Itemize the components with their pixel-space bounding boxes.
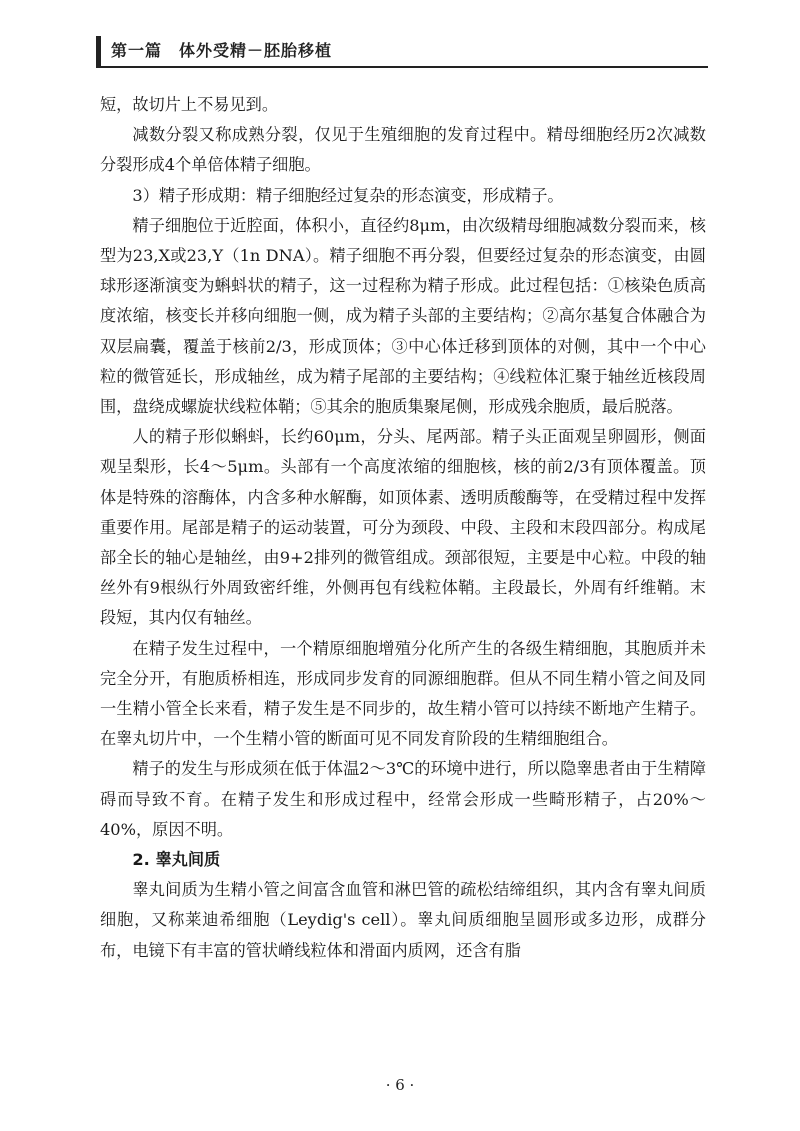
paragraph-interstitium: 睾丸间质为生精小管之间富含血管和淋巴管的疏松结缔组织，其内含有睾丸间质细胞，又称莱迪希细胞（Leydig's cell）。睾丸间质细胞呈圆形或多边形，成群分布，电镜下有丰富的管状嵴线粒体和滑面内质网，还含有脂 xyxy=(100,880,706,960)
header-title: 第一篇 体外受精－胚胎移植 xyxy=(111,41,333,60)
paragraph-sperm-structure: 人的精子形似蝌蚪，长约60μm，分头、尾两部。精子头正面观呈卵圆形，侧面观呈梨形，长4～5μm。头部有一个高度浓缩的细胞核，核的前2/3有顶体覆盖。顶体是特殊的溶酶体，内含多种水解酶，如顶体素、透明质酸酶等，在受精过程中发挥重要作用。尾部是精子的运动装置，可分为颈段、中段、主段和末段四部分。构成尾部全长的轴心是轴丝，由9+2排列的微管组成。颈部很短，主要是中心粒。中段的轴丝外有9根纵行外周致密纤维，外侧再包有线粒体鞘。主段最长，外周有纤维鞘。末段短，其内仅有轴丝。 xyxy=(100,427,706,628)
running-header xyxy=(96,36,713,66)
paragraph-synchrony: 在精子发生过程中，一个精原细胞增殖分化所产生的各级生精细胞，其胞质并未完全分开，有胞质桥相连，形成同步发育的同源细胞群。但从不同生精小管之间及同一生精小管全长来看，精子发生是不同步的，故生精小管可以持续不断地产生精子。在睾丸切片中，一个生精小管的断面可见不同发育阶段的生精细胞组合。 xyxy=(100,638,706,749)
paragraph-continuation: 短，故切片上不易见到。 xyxy=(100,95,279,114)
header-rule xyxy=(96,66,708,68)
paragraph-spermatid: 精子细胞位于近腔面，体积小，直径约8μm，由次级精母细胞减数分裂而来，核型为23,X或23,Y（1n DNA）。精子细胞不再分裂，但要经过复杂的形态演变，由圆球形逐渐演变为蝌蚪状的精子，这一过程称为精子形成。此过程包括：①核染色质高度浓缩，核变长并移向细胞一侧，成为精子头部的主要结构；②高尔基复合体融合为双层扁囊，覆盖于核前2/3，形成顶体；③中心体迁移到顶体的对侧，其中一个中心粒的微管延长，形成轴丝，成为精子尾部的主要结构；④线粒体汇聚于轴丝近核段周围，盘绕成螺旋状线粒体鞘；⑤其余的胞质集聚尾侧，形成残余胞质，最后脱落。 xyxy=(100,215,706,417)
paragraph-spermiogenesis-title: 3）精子形成期：精子细胞经过复杂的形态演变，形成精子。 xyxy=(132,185,564,205)
body-text xyxy=(100,90,706,966)
page-number: · 6 · xyxy=(385,1076,415,1094)
paragraph-temperature: 精子的发生与形成须在低于体温2～3℃的环境中进行，所以隐睾患者由于生精障碍而导致不育。在精子发生和形成过程中，经常会形成一些畸形精子，占20%～40%，原因不明。 xyxy=(100,759,706,839)
paragraph-meiosis: 减数分裂又称成熟分裂，仅见于生殖细胞的发育过程中。精母细胞经历2次减数分裂形成4个单倍体精子细胞。 xyxy=(100,125,706,175)
section-heading-interstitium: 2. 睾丸间质 xyxy=(132,850,221,870)
